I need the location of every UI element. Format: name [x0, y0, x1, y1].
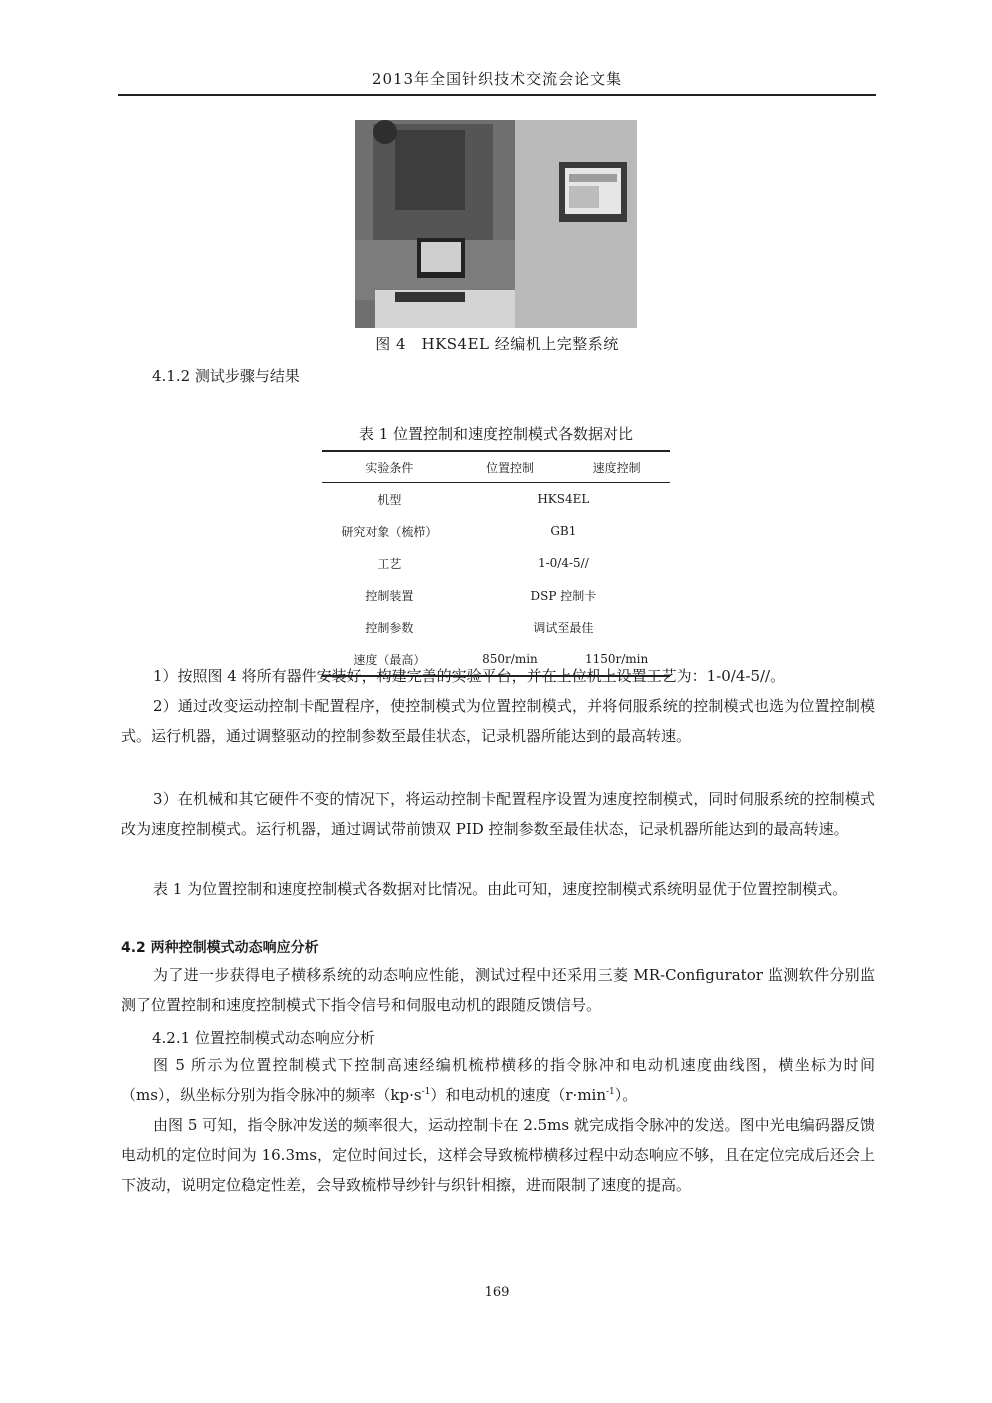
section-4-1-2: 4.1.2 测试步骤与结果	[152, 367, 300, 385]
running-header: 2013年全国针织技术交流会论文集	[371, 70, 623, 88]
paragraph-analysis: 由图 5 可知，指令脉冲发送的频率很大，运动控制卡在 2.5ms 就完成指令脉冲的发送。图中光电编码器反馈电动机的定位时间为 16.3ms，定位时间过长，这样会导致梳栉横移过程中动态响应不够，且在定位完成后还会上下波动，说明定位稳定性差，会导致梳栉导纱针与织针相擦，进而限制了速度的提高。	[121, 1116, 875, 1194]
comparison-table	[322, 450, 670, 677]
section-4-2-1: 4.2.1 位置控制模式动态响应分析	[152, 1029, 375, 1047]
table-row-label: 控制参数	[365, 620, 414, 635]
table-cell-position: 850r/min	[457, 643, 564, 676]
superscript: -1	[421, 1087, 431, 1097]
superscript: -1	[606, 1087, 615, 1097]
page-number: 169	[484, 1285, 510, 1300]
table-cell: 1-0/4-5//	[537, 556, 589, 570]
paragraph-table-summary: 表 1 为位置控制和速度控制模式各数据对比情况。由此可知，速度控制模式系统明显优于位置控制模式。	[153, 880, 848, 898]
figure-caption: 图 4 HKS4EL 经编机上完整系统	[375, 335, 619, 353]
table-cell: 调试至最佳	[533, 620, 594, 635]
table-row-label: 研究对象（梳栉）	[341, 524, 438, 539]
table-row	[322, 579, 670, 611]
table-header-row	[322, 451, 670, 483]
table-cell: DSP 控制卡	[530, 588, 597, 603]
table-header-cell: 位置控制	[457, 451, 564, 483]
table-header-cell: 实验条件	[322, 451, 457, 483]
text-run: 图 5 所示为位置控制模式下控制高速经编机梳栉横移的指令脉冲和电动机速度曲线图，横坐标为时间（ms），纵坐标分别为指令脉冲的频率（kp·s	[121, 1056, 875, 1104]
paragraph-step-1: 1）按照图 4 将所有器件安装好，构建完善的实验平台，并在上位机上设置工艺为：1-0/4-5//。	[153, 667, 786, 685]
table-row-label: 速度（最高）	[322, 643, 457, 676]
section-4-2: 4.2 两种控制模式动态响应分析	[121, 940, 319, 956]
table-header-cell: 速度控制	[563, 451, 670, 483]
table-row	[322, 611, 670, 643]
table-cell-speed: 1150r/min	[563, 643, 670, 676]
table-caption: 表 1 位置控制和速度控制模式各数据对比	[358, 425, 634, 443]
paragraph-step-3: 3）在机械和其它硬件不变的情况下，将运动控制卡配置程序设置为速度控制模式，同时伺服系统的控制模式改为速度控制模式。运行机器，通过调试带前馈双 PID 控制参数至最佳状态，记录机器所能达到的最高转速。	[121, 790, 875, 838]
table-row	[322, 515, 670, 547]
text-run: ）。	[614, 1086, 638, 1104]
table-cell: GB1	[550, 524, 577, 538]
paragraph-step-2: 2）通过改变运动控制卡配置程序，使控制模式为位置控制模式，并将伺服系统的控制模式也选为位置控制模式。运行机器，通过调整驱动的控制参数至最佳状态，记录机器所能达到的最高转速。	[121, 697, 875, 745]
paragraph-figure-5	[121, 1050, 875, 1110]
text-run: ）和电动机的速度（r·min	[430, 1086, 606, 1104]
table-row-label: 控制装置	[365, 588, 414, 603]
figure-4-photo	[355, 120, 637, 328]
table-row	[322, 483, 670, 516]
header-rule	[118, 94, 876, 96]
paragraph-monitoring: 为了进一步获得电子横移系统的动态响应性能，测试过程中还采用三菱 MR-Configurator 监测软件分别监测了位置控制和速度控制模式下指令信号和伺服电动机的跟随反馈信号。	[121, 966, 875, 1014]
table-row-label: 机型	[377, 492, 402, 507]
table-cell: HKS4EL	[537, 492, 590, 506]
table-row-label: 工艺	[377, 556, 402, 571]
table-row	[322, 547, 670, 579]
